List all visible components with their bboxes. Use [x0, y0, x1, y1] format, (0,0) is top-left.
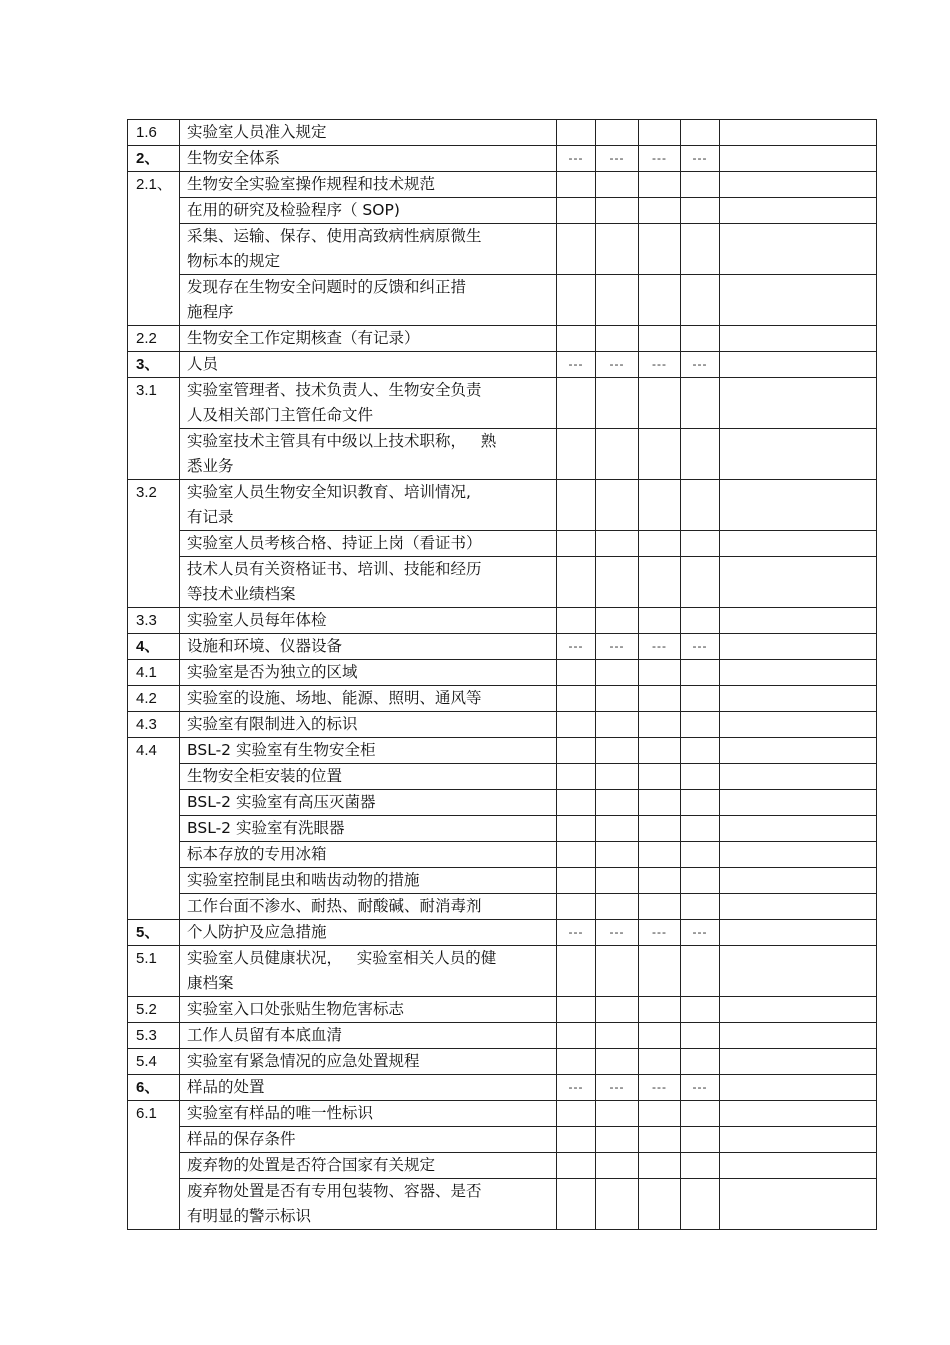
remarks-cell[interactable]	[720, 712, 877, 738]
remarks-cell[interactable]	[720, 1153, 877, 1179]
checklist-row	[128, 172, 877, 198]
remarks-cell[interactable]	[720, 172, 877, 198]
check-cell[interactable]	[639, 198, 681, 224]
remarks-cell[interactable]	[720, 1127, 877, 1153]
check-cell[interactable]	[596, 1179, 639, 1230]
remarks-cell[interactable]	[720, 868, 877, 894]
check-cell[interactable]	[639, 120, 681, 146]
item-description: 实验室控制昆虫和啮齿动物的措施	[180, 868, 557, 894]
item-number: 4.2	[128, 686, 180, 712]
check-cell[interactable]	[681, 842, 720, 868]
check-cell[interactable]	[596, 275, 639, 326]
remarks-cell[interactable]	[720, 326, 877, 352]
check-cell[interactable]	[596, 1127, 639, 1153]
checklist-body	[128, 120, 877, 1230]
checklist-row	[128, 608, 877, 634]
remarks-cell[interactable]	[720, 429, 877, 480]
item-number: 4.1	[128, 660, 180, 686]
check-cell[interactable]	[557, 1023, 596, 1049]
item-number: 4、	[128, 634, 180, 660]
remarks-cell[interactable]	[720, 608, 877, 634]
check-cell[interactable]	[596, 997, 639, 1023]
remarks-cell[interactable]	[720, 997, 877, 1023]
item-number: 5.4	[128, 1049, 180, 1075]
item-description-line: 实验室人员生物安全知识教育、培训情况,	[187, 483, 471, 501]
check-cell[interactable]	[596, 686, 639, 712]
check-cell[interactable]	[639, 1023, 681, 1049]
checklist-row	[128, 198, 877, 224]
item-description-line: 实验室技术主管具有中级以上技术职称， 熟	[187, 432, 497, 450]
check-cell[interactable]	[557, 1153, 596, 1179]
item-description-line: 悉业务	[187, 457, 234, 475]
item-description: 实验室有紧急情况的应急处置规程	[180, 1049, 557, 1075]
item-description	[180, 224, 557, 275]
check-cell[interactable]	[681, 198, 720, 224]
not-applicable-cell: ---	[596, 146, 639, 172]
item-description: 工作台面不渗水、耐热、耐酸碱、耐消毒剂	[180, 894, 557, 920]
checklist-row	[128, 712, 877, 738]
item-number: 1.6	[128, 120, 180, 146]
check-cell[interactable]	[596, 790, 639, 816]
check-cell[interactable]	[596, 868, 639, 894]
check-cell[interactable]	[681, 660, 720, 686]
section-header-row	[128, 146, 877, 172]
not-applicable-cell: ---	[596, 1075, 639, 1101]
check-cell[interactable]	[557, 686, 596, 712]
item-description-line: 废弃物处置是否有专用包装物、容器、是否	[187, 1182, 482, 1200]
item-description: 生物安全体系	[180, 146, 557, 172]
check-cell[interactable]	[596, 894, 639, 920]
checklist-table	[127, 119, 877, 1230]
not-applicable-cell: ---	[557, 920, 596, 946]
checklist-row	[128, 868, 877, 894]
checklist-row	[128, 378, 877, 429]
check-cell[interactable]	[596, 224, 639, 275]
item-description: BSL-2 实验室有高压灭菌器	[180, 790, 557, 816]
check-cell[interactable]	[557, 842, 596, 868]
checklist-row	[128, 1101, 877, 1127]
check-cell[interactable]	[557, 790, 596, 816]
remarks-cell[interactable]	[720, 1023, 877, 1049]
item-description: 生物安全工作定期核查（有记录）	[180, 326, 557, 352]
checklist-row	[128, 946, 877, 997]
item-number: 4.3	[128, 712, 180, 738]
not-applicable-cell: ---	[681, 634, 720, 660]
item-number: 6.1	[128, 1101, 180, 1230]
item-description-line: 发现存在生物安全问题时的反馈和纠正措	[187, 278, 467, 296]
check-cell[interactable]	[681, 1049, 720, 1075]
check-cell[interactable]	[557, 894, 596, 920]
remarks-cell[interactable]	[720, 842, 877, 868]
check-cell[interactable]	[557, 198, 596, 224]
not-applicable-cell: ---	[557, 634, 596, 660]
checklist-row	[128, 429, 877, 480]
check-cell[interactable]	[639, 480, 681, 531]
check-cell[interactable]	[681, 894, 720, 920]
remarks-cell[interactable]	[720, 198, 877, 224]
not-applicable-cell: ---	[557, 146, 596, 172]
checklist-row	[128, 894, 877, 920]
checklist-row	[128, 531, 877, 557]
check-cell[interactable]	[639, 557, 681, 608]
check-cell[interactable]	[639, 172, 681, 198]
check-cell[interactable]	[596, 1153, 639, 1179]
check-cell[interactable]	[557, 816, 596, 842]
not-applicable-cell: ---	[557, 1075, 596, 1101]
check-cell[interactable]	[639, 608, 681, 634]
check-cell[interactable]	[639, 429, 681, 480]
check-cell[interactable]	[596, 378, 639, 429]
remarks-cell[interactable]	[720, 1179, 877, 1230]
check-cell[interactable]	[639, 816, 681, 842]
item-number: 5.3	[128, 1023, 180, 1049]
check-cell[interactable]	[557, 378, 596, 429]
check-cell[interactable]	[681, 946, 720, 997]
checklist-row	[128, 842, 877, 868]
checklist-row	[128, 480, 877, 531]
check-cell[interactable]	[681, 1101, 720, 1127]
check-cell[interactable]	[596, 172, 639, 198]
item-description: 设施和环境、仪器设备	[180, 634, 557, 660]
checklist-row	[128, 1179, 877, 1230]
remarks-cell[interactable]	[720, 275, 877, 326]
remarks-cell[interactable]	[720, 946, 877, 997]
check-cell[interactable]	[681, 1023, 720, 1049]
check-cell[interactable]	[639, 326, 681, 352]
item-description	[180, 429, 557, 480]
check-cell[interactable]	[557, 120, 596, 146]
check-cell[interactable]	[639, 894, 681, 920]
item-description	[180, 480, 557, 531]
item-description: 样品的处置	[180, 1075, 557, 1101]
check-cell[interactable]	[681, 1153, 720, 1179]
check-cell[interactable]	[681, 429, 720, 480]
check-cell[interactable]	[596, 557, 639, 608]
check-cell[interactable]	[557, 946, 596, 997]
check-cell[interactable]	[681, 120, 720, 146]
check-cell[interactable]	[596, 738, 639, 764]
check-cell[interactable]	[639, 1153, 681, 1179]
check-cell[interactable]	[596, 712, 639, 738]
checklist-row	[128, 326, 877, 352]
not-applicable-cell: ---	[596, 920, 639, 946]
not-applicable-cell: ---	[596, 352, 639, 378]
check-cell[interactable]	[639, 660, 681, 686]
remarks-cell[interactable]	[720, 352, 877, 378]
remarks-cell[interactable]	[720, 790, 877, 816]
remarks-cell[interactable]	[720, 1075, 877, 1101]
not-applicable-cell: ---	[639, 146, 681, 172]
check-cell[interactable]	[681, 480, 720, 531]
check-cell[interactable]	[596, 531, 639, 557]
check-cell[interactable]	[681, 326, 720, 352]
checklist-row	[128, 120, 877, 146]
remarks-cell[interactable]	[720, 764, 877, 790]
check-cell[interactable]	[681, 608, 720, 634]
item-description-line: 实验室人员健康状况， 实验室相关人员的健	[187, 949, 497, 967]
item-description: 在用的研究及检验程序（ SOP)	[180, 198, 557, 224]
item-description: 实验室人员考核合格、持证上岗（看证书）	[180, 531, 557, 557]
item-description: 样品的保存条件	[180, 1127, 557, 1153]
item-description: 标本存放的专用冰箱	[180, 842, 557, 868]
section-header-row	[128, 634, 877, 660]
item-description	[180, 557, 557, 608]
check-cell[interactable]	[596, 660, 639, 686]
check-cell[interactable]	[596, 429, 639, 480]
item-description: 人员	[180, 352, 557, 378]
checklist-row	[128, 1049, 877, 1075]
item-description-line: 采集、运输、保存、使用高致病性病原微生	[187, 227, 482, 245]
check-cell[interactable]	[639, 1127, 681, 1153]
remarks-cell[interactable]	[720, 660, 877, 686]
check-cell[interactable]	[639, 712, 681, 738]
check-cell[interactable]	[557, 429, 596, 480]
item-description-line: 有明显的警示标识	[187, 1207, 312, 1225]
check-cell[interactable]	[557, 1101, 596, 1127]
item-description-line: 等技术业绩档案	[187, 585, 296, 603]
checklist-row	[128, 816, 877, 842]
not-applicable-cell: ---	[596, 634, 639, 660]
checklist-row	[128, 1023, 877, 1049]
check-cell[interactable]	[681, 997, 720, 1023]
check-cell[interactable]	[557, 1127, 596, 1153]
remarks-cell[interactable]	[720, 224, 877, 275]
checklist-row	[128, 738, 877, 764]
check-cell[interactable]	[681, 172, 720, 198]
check-cell[interactable]	[557, 224, 596, 275]
check-cell[interactable]	[557, 997, 596, 1023]
item-number: 3、	[128, 352, 180, 378]
check-cell[interactable]	[557, 764, 596, 790]
item-description: 实验室入口处张贴生物危害标志	[180, 997, 557, 1023]
not-applicable-cell: ---	[639, 352, 681, 378]
item-number: 2.2	[128, 326, 180, 352]
not-applicable-cell: ---	[557, 352, 596, 378]
item-number: 4.4	[128, 738, 180, 920]
check-cell[interactable]	[681, 275, 720, 326]
item-description: BSL-2 实验室有洗眼器	[180, 816, 557, 842]
item-description-line: 康档案	[187, 974, 234, 992]
check-cell[interactable]	[681, 1127, 720, 1153]
check-cell[interactable]	[639, 842, 681, 868]
check-cell[interactable]	[557, 557, 596, 608]
check-cell[interactable]	[596, 480, 639, 531]
remarks-cell[interactable]	[720, 146, 877, 172]
check-cell[interactable]	[639, 378, 681, 429]
check-cell[interactable]	[596, 764, 639, 790]
checklist-row	[128, 275, 877, 326]
remarks-cell[interactable]	[720, 1101, 877, 1127]
item-description: 生物安全实验室操作规程和技术规范	[180, 172, 557, 198]
not-applicable-cell: ---	[639, 634, 681, 660]
check-cell[interactable]	[557, 531, 596, 557]
check-cell[interactable]	[557, 1049, 596, 1075]
section-header-row	[128, 920, 877, 946]
check-cell[interactable]	[596, 198, 639, 224]
check-cell[interactable]	[681, 816, 720, 842]
check-cell[interactable]	[639, 531, 681, 557]
item-description-line: 技术人员有关资格证书、培训、技能和经历	[187, 560, 482, 578]
item-description: 实验室是否为独立的区域	[180, 660, 557, 686]
checklist-row	[128, 764, 877, 790]
check-cell[interactable]	[681, 868, 720, 894]
remarks-cell[interactable]	[720, 920, 877, 946]
remarks-cell[interactable]	[720, 686, 877, 712]
checklist-row	[128, 997, 877, 1023]
item-number: 5.2	[128, 997, 180, 1023]
checklist-row	[128, 686, 877, 712]
item-description: 实验室人员准入规定	[180, 120, 557, 146]
remarks-cell[interactable]	[720, 531, 877, 557]
item-description: 个人防护及应急措施	[180, 920, 557, 946]
not-applicable-cell: ---	[639, 1075, 681, 1101]
check-cell[interactable]	[639, 997, 681, 1023]
item-description-line: 人及相关部门主管任命文件	[187, 406, 374, 424]
item-number: 5.1	[128, 946, 180, 997]
check-cell[interactable]	[557, 1179, 596, 1230]
item-description-line: 有记录	[187, 508, 234, 526]
remarks-cell[interactable]	[720, 557, 877, 608]
check-cell[interactable]	[596, 326, 639, 352]
remarks-cell[interactable]	[720, 634, 877, 660]
check-cell[interactable]	[639, 224, 681, 275]
check-cell[interactable]	[557, 712, 596, 738]
remarks-cell[interactable]	[720, 738, 877, 764]
check-cell[interactable]	[639, 1101, 681, 1127]
checklist-row	[128, 1127, 877, 1153]
not-applicable-cell: ---	[681, 146, 720, 172]
not-applicable-cell: ---	[681, 1075, 720, 1101]
check-cell[interactable]	[681, 378, 720, 429]
item-description: 废弃物的处置是否符合国家有关规定	[180, 1153, 557, 1179]
check-cell[interactable]	[639, 764, 681, 790]
remarks-cell[interactable]	[720, 816, 877, 842]
remarks-cell[interactable]	[720, 1049, 877, 1075]
remarks-cell[interactable]	[720, 480, 877, 531]
check-cell[interactable]	[639, 946, 681, 997]
check-cell[interactable]	[557, 660, 596, 686]
check-cell[interactable]	[557, 326, 596, 352]
section-header-row	[128, 1075, 877, 1101]
not-applicable-cell: ---	[639, 920, 681, 946]
item-description: 实验室的设施、场地、能源、照明、通风等	[180, 686, 557, 712]
check-cell[interactable]	[596, 608, 639, 634]
check-cell[interactable]	[681, 738, 720, 764]
item-number: 2.1、	[128, 172, 180, 326]
checklist-row	[128, 224, 877, 275]
not-applicable-cell: ---	[681, 352, 720, 378]
item-number: 2、	[128, 146, 180, 172]
section-header-row	[128, 352, 877, 378]
item-number: 3.3	[128, 608, 180, 634]
item-description	[180, 1179, 557, 1230]
check-cell[interactable]	[681, 557, 720, 608]
check-cell[interactable]	[639, 1049, 681, 1075]
check-cell[interactable]	[639, 1179, 681, 1230]
remarks-cell[interactable]	[720, 120, 877, 146]
item-description: 工作人员留有本底血清	[180, 1023, 557, 1049]
item-description-line: 物标本的规定	[187, 252, 281, 270]
check-cell[interactable]	[639, 790, 681, 816]
check-cell[interactable]	[681, 764, 720, 790]
check-cell[interactable]	[596, 1101, 639, 1127]
item-description: 实验室人员每年体检	[180, 608, 557, 634]
check-cell[interactable]	[681, 686, 720, 712]
item-description	[180, 378, 557, 429]
check-cell[interactable]	[639, 686, 681, 712]
checklist-row	[128, 660, 877, 686]
remarks-cell[interactable]	[720, 894, 877, 920]
checklist-row	[128, 790, 877, 816]
check-cell[interactable]	[681, 531, 720, 557]
check-cell[interactable]	[557, 608, 596, 634]
check-cell[interactable]	[681, 224, 720, 275]
check-cell[interactable]	[557, 172, 596, 198]
remarks-cell[interactable]	[720, 378, 877, 429]
check-cell[interactable]	[639, 868, 681, 894]
check-cell[interactable]	[596, 1049, 639, 1075]
check-cell[interactable]	[596, 1023, 639, 1049]
item-description: 实验室有限制进入的标识	[180, 712, 557, 738]
check-cell[interactable]	[596, 816, 639, 842]
check-cell[interactable]	[557, 868, 596, 894]
item-description-line: 实验室管理者、技术负责人、生物安全负责	[187, 381, 482, 399]
check-cell[interactable]	[557, 275, 596, 326]
item-description: BSL-2 实验室有生物安全柜	[180, 738, 557, 764]
item-number: 6、	[128, 1075, 180, 1101]
check-cell[interactable]	[681, 1179, 720, 1230]
check-cell[interactable]	[639, 738, 681, 764]
check-cell[interactable]	[596, 842, 639, 868]
check-cell[interactable]	[557, 480, 596, 531]
item-description: 生物安全柜安装的位置	[180, 764, 557, 790]
item-description	[180, 275, 557, 326]
check-cell[interactable]	[596, 120, 639, 146]
checklist-row	[128, 557, 877, 608]
item-description-line: 施程序	[187, 303, 234, 321]
not-applicable-cell: ---	[681, 920, 720, 946]
check-cell[interactable]	[639, 275, 681, 326]
checklist-row	[128, 1153, 877, 1179]
item-number: 3.2	[128, 480, 180, 608]
check-cell[interactable]	[681, 712, 720, 738]
item-number: 5、	[128, 920, 180, 946]
item-number: 3.1	[128, 378, 180, 480]
check-cell[interactable]	[557, 738, 596, 764]
check-cell[interactable]	[596, 946, 639, 997]
item-description: 实验室有样品的唯一性标识	[180, 1101, 557, 1127]
item-description	[180, 946, 557, 997]
check-cell[interactable]	[681, 790, 720, 816]
